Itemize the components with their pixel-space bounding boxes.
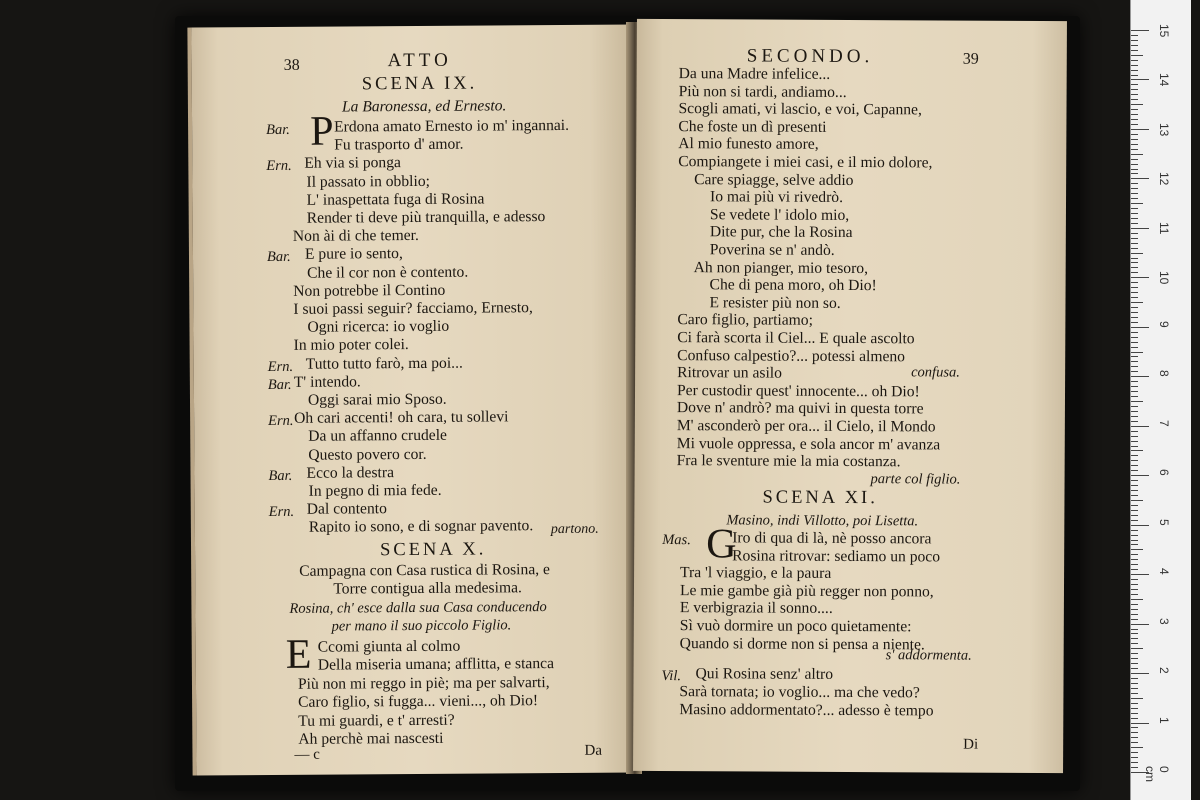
ruler-number: 10 [1157, 271, 1171, 285]
ruler-tick [1131, 535, 1138, 536]
ruler-tick [1131, 277, 1149, 278]
ruler-tick [1131, 757, 1138, 758]
ruler-tick [1131, 292, 1138, 293]
ruler-tick [1131, 465, 1138, 466]
dialogue-line: I suoi passi seguir? facciamo, Ernesto, [293, 299, 533, 318]
ruler-tick [1131, 79, 1149, 80]
left-page [187, 24, 638, 775]
ruler-tick [1131, 421, 1138, 422]
speaker-label: Ern. [268, 413, 294, 430]
dialogue-line: Oggi sarai mio Sposo. [307, 390, 447, 409]
ruler-tick [1131, 238, 1138, 239]
ruler-tick [1131, 767, 1138, 768]
ruler-tick [1131, 668, 1138, 669]
dialogue-line: Rapito io sono, e di sognar pavento. [308, 517, 534, 537]
dialogue-line: Iro di qua di là, nè posso ancora [732, 529, 932, 548]
dialogue-line: Non ài di che temer. [292, 227, 419, 246]
ruler-tick [1131, 455, 1138, 456]
ruler-tick [1131, 604, 1138, 605]
ruler-number: 8 [1157, 370, 1171, 377]
signature-mark: — c [294, 746, 320, 763]
ruler-tick [1131, 342, 1138, 343]
ruler-tick [1131, 460, 1138, 461]
right-page-number: 39 [962, 50, 979, 68]
monologue-line: Fra le sventure mie la mia costanza. [676, 452, 901, 471]
ruler-number: 2 [1157, 667, 1171, 674]
ruler-tick [1131, 549, 1143, 550]
scene-xi-characters: Masino, indi Villotto, poi Lisetta. [726, 512, 919, 530]
ruler-tick [1131, 594, 1138, 595]
ruler-tick [1131, 624, 1149, 625]
ruler-tick [1131, 139, 1138, 140]
ruler-tick [1131, 173, 1138, 174]
ruler-tick [1131, 65, 1138, 66]
ruler-tick [1131, 663, 1138, 664]
ruler-tick [1131, 361, 1138, 362]
ruler-tick [1131, 203, 1143, 204]
scene-xi-title: SCENA XI. [762, 487, 878, 509]
ruler-tick [1131, 653, 1138, 654]
ruler-tick [1131, 411, 1138, 412]
dialogue-line: Sì vuò dormire un poco quietamente: [679, 617, 912, 636]
scene-ix-characters: La Baronessa, ed Ernesto. [341, 97, 507, 116]
monologue-line: Da una Madre infelice... [678, 65, 831, 83]
ruler-tick [1131, 332, 1138, 333]
ruler-tick [1131, 406, 1138, 407]
ruler-tick [1131, 525, 1149, 526]
ruler-tick [1131, 574, 1149, 575]
drop-cap-p: P [309, 108, 334, 155]
ruler-tick [1131, 193, 1138, 194]
ruler-tick [1131, 104, 1143, 105]
ruler-tick [1131, 629, 1138, 630]
ruler-tick [1131, 99, 1138, 100]
ruler-tick [1131, 648, 1143, 649]
ruler-tick [1131, 401, 1143, 402]
ruler-tick [1131, 727, 1138, 728]
dialogue-line: Oh cari accenti! oh cara, tu sollevi [294, 408, 509, 428]
ruler-tick [1131, 762, 1138, 763]
ruler-tick [1131, 520, 1138, 521]
monologue-line: Che di pena moro, oh Dio! [709, 276, 877, 295]
ruler-tick [1131, 584, 1138, 585]
ruler-tick [1131, 495, 1138, 496]
ruler-tick [1131, 391, 1138, 392]
ruler-tick [1131, 470, 1138, 471]
ruler-tick [1131, 223, 1138, 224]
ruler-tick [1131, 589, 1138, 590]
ruler-tick [1131, 154, 1143, 155]
ruler-tick [1131, 109, 1138, 110]
monologue-line: Ccomi giunta al colmo [317, 637, 461, 656]
ruler-tick [1131, 747, 1143, 748]
ruler-tick [1131, 431, 1138, 432]
ruler-tick [1131, 708, 1138, 709]
ruler-number: 14 [1157, 73, 1171, 87]
dialogue-line: Tutto tutto farò, ma poi... [305, 354, 463, 373]
ruler-tick [1131, 396, 1138, 397]
speaker-label: Ern. [268, 504, 295, 521]
dialogue-line: Da un affanno crudele [308, 427, 448, 446]
dialogue-line: Fu trasporto d' amor. [334, 135, 464, 154]
dialogue-line: Quando si dorme non si pensa a niente. [679, 634, 925, 653]
monologue-line: Ah perchè mai nascesti [298, 729, 444, 748]
ruler-tick [1131, 312, 1138, 313]
ruler-tick [1131, 713, 1138, 714]
speaker-label: Bar. [266, 121, 290, 139]
ruler-number: 15 [1157, 24, 1171, 38]
dialogue-line: Le mie gambe già più regger non ponno, [679, 581, 934, 601]
monologue-line: Se vedete l' idolo mio, [709, 206, 850, 224]
dialogue-line: Non potrebbe il Contino [293, 281, 446, 300]
scene-x-setting-1: Campagna con Casa rustica di Rosina, e [299, 561, 550, 580]
ruler-tick [1131, 55, 1143, 56]
speaker-label: Ern. [267, 358, 294, 375]
scene-ix-title: SCENA IX. [361, 73, 478, 95]
left-page-number: 38 [283, 56, 300, 74]
ruler-tick [1131, 510, 1138, 511]
ruler-tick [1131, 500, 1143, 501]
ruler-tick [1131, 530, 1138, 531]
ruler-tick [1131, 371, 1138, 372]
speaker-label: Bar. [268, 467, 293, 484]
ruler-tick [1131, 737, 1138, 738]
ruler-tick [1131, 643, 1138, 644]
dialogue-line: Ecco la destra [306, 463, 395, 482]
dialogue-line: In mio poter colei. [293, 336, 409, 355]
ruler-tick [1131, 638, 1138, 639]
monologue-line: Ah non pianger, mio tesoro, [693, 258, 869, 277]
right-page [633, 19, 1067, 773]
speaker-label: Bar. [266, 249, 291, 266]
dialogue-line: Dal contento [306, 500, 387, 518]
ruler-tick [1131, 94, 1138, 95]
ruler-tick [1131, 352, 1143, 353]
ruler-tick [1131, 475, 1149, 476]
ruler-tick [1131, 297, 1138, 298]
monologue-line: E resister più non so. [709, 294, 841, 312]
ruler-tick [1131, 183, 1138, 184]
ruler-number: 7 [1157, 419, 1171, 427]
ruler-tick [1131, 35, 1138, 36]
ruler-tick [1131, 619, 1138, 620]
ruler-tick [1131, 169, 1138, 170]
monologue-line: Compiangete i miei casi, e il mio dolore, [678, 153, 933, 172]
ruler-tick [1131, 302, 1143, 303]
dialogue-line: T' intendo. [293, 373, 361, 391]
ruler-tick [1131, 322, 1138, 323]
monologue-line: Caro figlio, si fugga... vieni..., oh Dio! [298, 692, 539, 711]
ruler-tick [1131, 633, 1138, 634]
measurement-ruler [1130, 0, 1191, 800]
ruler-tick [1131, 732, 1138, 733]
monologue-line: Più non mi reggo in piè; ma per salvarti, [297, 673, 550, 693]
ruler-number: 9 [1157, 320, 1171, 328]
ruler-tick [1131, 213, 1138, 214]
monologue-line: Mi vuole oppressa, e sola ancor m' avanza [676, 434, 941, 454]
monologue-line: Che foste un dì presenti [678, 117, 827, 136]
dialogue-line: Eh via si ponga [304, 154, 401, 173]
ruler-number: 11 [1157, 221, 1171, 235]
ruler-tick [1131, 515, 1138, 516]
ruler-tick [1131, 124, 1138, 125]
right-running-head: SECONDO. [746, 45, 874, 68]
ruler-number: 0 cm [1143, 766, 1171, 782]
ruler-tick [1131, 703, 1138, 704]
ruler-tick [1131, 50, 1138, 51]
ruler-tick [1131, 485, 1138, 486]
ruler-tick [1131, 544, 1138, 545]
monologue-line: Più non si tardi, andiamo... [678, 82, 847, 101]
ruler-tick [1131, 609, 1138, 610]
ruler-tick [1131, 599, 1143, 600]
monologue-line: M' asconderò per ora... il Cielo, il Mondo [676, 417, 936, 436]
ruler-tick [1131, 149, 1138, 150]
ruler-tick [1131, 253, 1143, 254]
scene-x-setting-2: Torre contigua alla medesima. [333, 579, 522, 598]
ruler-tick [1131, 218, 1138, 219]
ruler-number: 1 [1157, 716, 1171, 724]
ruler-tick [1131, 159, 1138, 160]
ruler-tick [1131, 693, 1138, 694]
ruler-tick [1131, 436, 1138, 437]
ruler-tick [1131, 233, 1138, 234]
scene-x-title: SCENA X. [379, 539, 487, 561]
dialogue-line: Ogni ricerca: io voglio [307, 317, 450, 336]
ruler-tick [1131, 272, 1138, 273]
left-running-head: ATTO [387, 49, 452, 72]
ruler-tick [1131, 505, 1138, 506]
ruler-tick [1131, 718, 1138, 719]
monologue-line: Ci farà scorta il Ciel... E quale ascolto [677, 329, 915, 348]
dialogue-line: Sarà tornata; io voglio... ma che vedo? [679, 683, 920, 702]
dialogue-line: In pegno di mia fede. [308, 481, 442, 500]
ruler-tick [1131, 564, 1138, 565]
dialogue-line: Qui Rosina senz' altro [695, 665, 834, 683]
right-exit: parte col figlio. [870, 471, 961, 488]
ruler-tick [1131, 114, 1138, 115]
ruler-tick [1131, 119, 1138, 120]
ruler-tick [1131, 381, 1138, 382]
drop-cap-e: E [285, 631, 312, 678]
ruler-tick [1131, 248, 1138, 249]
ruler-tick [1131, 658, 1138, 659]
ruler-tick [1131, 129, 1149, 130]
ruler-number: 3 [1157, 617, 1171, 625]
dialogue-line: Questo povero cor. [308, 445, 427, 464]
monologue-line: Per custodir quest' innocente... oh Dio! [676, 381, 920, 401]
monologue-line: Scogli amati, vi lascio, e voi, Capanne, [678, 100, 922, 119]
dialogue-line: Erdona amato Ernesto io m' ingannai. [334, 116, 570, 136]
monologue-line: Care spiagge, selve addio [694, 170, 854, 189]
ruler-tick [1131, 441, 1138, 442]
ruler-tick [1131, 480, 1138, 481]
ruler-tick [1131, 450, 1143, 451]
monologue-line: Tu mi guardi, e t' arresti? [298, 711, 455, 730]
monologue-line: Dite pur, che la Rosina [709, 223, 853, 242]
drop-cap-g: G [706, 521, 737, 568]
dialogue-line: Render ti deve più tranquilla, e adesso [306, 208, 546, 227]
ruler-tick [1131, 327, 1149, 328]
ruler-tick [1131, 84, 1138, 85]
ruler-number: 13 [1157, 122, 1171, 137]
ruler-tick [1131, 134, 1138, 135]
ruler-number: 6 [1157, 469, 1171, 476]
left-catchword: Da [584, 742, 603, 759]
speaker-label: Mas. [662, 532, 691, 549]
dialogue-line: Che il cor non è contento. [307, 263, 469, 282]
monologue-line: Io mai più vi rivedrò. [709, 188, 844, 207]
ruler-tick [1131, 569, 1138, 570]
ruler-tick [1131, 688, 1138, 689]
ruler-tick [1131, 164, 1138, 165]
dialogue-line: L' inaspettata fuga di Rosina [306, 190, 485, 209]
dialogue-line: Masino addormentato?... adesso è tempo [679, 701, 934, 720]
monologue-line: Al mio funesto amore, [678, 135, 819, 154]
dialogue-line: E pure io sento, [304, 245, 403, 264]
right-catchword: Di [963, 736, 979, 753]
scene-x-direction-2: per mano il suo piccolo Figlio. [331, 617, 512, 635]
ruler-tick [1131, 75, 1138, 76]
ruler-tick [1131, 347, 1138, 348]
ruler-tick [1131, 287, 1138, 288]
ruler-tick [1131, 446, 1138, 447]
dialogue-line: E verbigrazia il sonno.... [679, 599, 833, 618]
ruler-tick [1131, 243, 1138, 244]
ruler-tick [1131, 376, 1149, 377]
ruler-tick [1131, 40, 1138, 41]
ruler-tick [1131, 45, 1138, 46]
dialogue-line: Tra 'l viaggio, e la paura [680, 564, 832, 583]
ruler-tick [1131, 228, 1149, 229]
ruler-tick [1131, 307, 1138, 308]
ruler-tick [1131, 386, 1138, 387]
ruler-tick [1131, 60, 1138, 61]
ruler-tick [1131, 30, 1149, 31]
scene-xi-aside: s' addormenta. [885, 647, 972, 664]
scene-ix-exit: partono. [550, 521, 599, 538]
scene-x-direction-1: Rosina, ch' esce dalla sua Casa conducendo [289, 599, 547, 617]
ruler-tick [1131, 366, 1138, 367]
ruler-number: 4 [1157, 568, 1171, 575]
dialogue-line: Il passato in obblio; [306, 172, 430, 191]
ruler-tick [1131, 178, 1149, 179]
ruler-tick [1131, 70, 1138, 71]
ruler-tick [1131, 267, 1138, 268]
ruler-tick [1131, 188, 1138, 189]
ruler-tick [1131, 317, 1138, 318]
ruler-tick [1131, 540, 1138, 541]
ruler-tick [1131, 742, 1138, 743]
ruler-tick [1131, 89, 1138, 90]
ruler-tick [1131, 208, 1138, 209]
ruler-tick [1131, 673, 1149, 674]
ruler-tick [1131, 698, 1143, 699]
ruler-tick [1131, 258, 1138, 259]
speaker-label: Bar. [267, 376, 292, 393]
ruler-tick [1131, 554, 1138, 555]
ruler-tick [1131, 579, 1138, 580]
ruler-tick [1131, 559, 1138, 560]
aside-confusa: confusa. [911, 364, 960, 381]
ruler-number: 12 [1157, 172, 1171, 186]
ruler-tick [1131, 490, 1138, 491]
ruler-tick [1131, 752, 1138, 753]
ruler-tick [1131, 356, 1138, 357]
ruler-number: 5 [1157, 518, 1171, 526]
ruler-tick [1131, 723, 1149, 724]
monologue-line: Ritrovar un asilo [677, 364, 782, 382]
monologue-line: Confuso calpestio?... potessi almeno [677, 346, 906, 365]
ruler-tick [1131, 416, 1138, 417]
ruler-tick [1131, 426, 1149, 427]
ruler-tick [1131, 678, 1138, 679]
ruler-tick [1131, 262, 1138, 263]
ruler-tick [1131, 337, 1138, 338]
monologue-line: Della miseria umana; afflitta, e stanca [317, 655, 555, 675]
dialogue-line: Rosina ritrovar: sediamo un poco [732, 546, 941, 566]
ruler-tick [1131, 614, 1138, 615]
ruler-tick [1131, 198, 1138, 199]
monologue-line: Dove n' andrò? ma quivi in questa torre [676, 399, 924, 418]
ruler-tick [1131, 282, 1138, 283]
monologue-line: Poverina se n' andò. [709, 241, 835, 259]
monologue-line: Caro figlio, partiamo; [677, 311, 813, 330]
speaker-label: Vil. [661, 668, 682, 685]
speaker-label: Ern. [266, 158, 292, 175]
ruler-tick [1131, 144, 1138, 145]
ruler-tick [1131, 683, 1138, 684]
